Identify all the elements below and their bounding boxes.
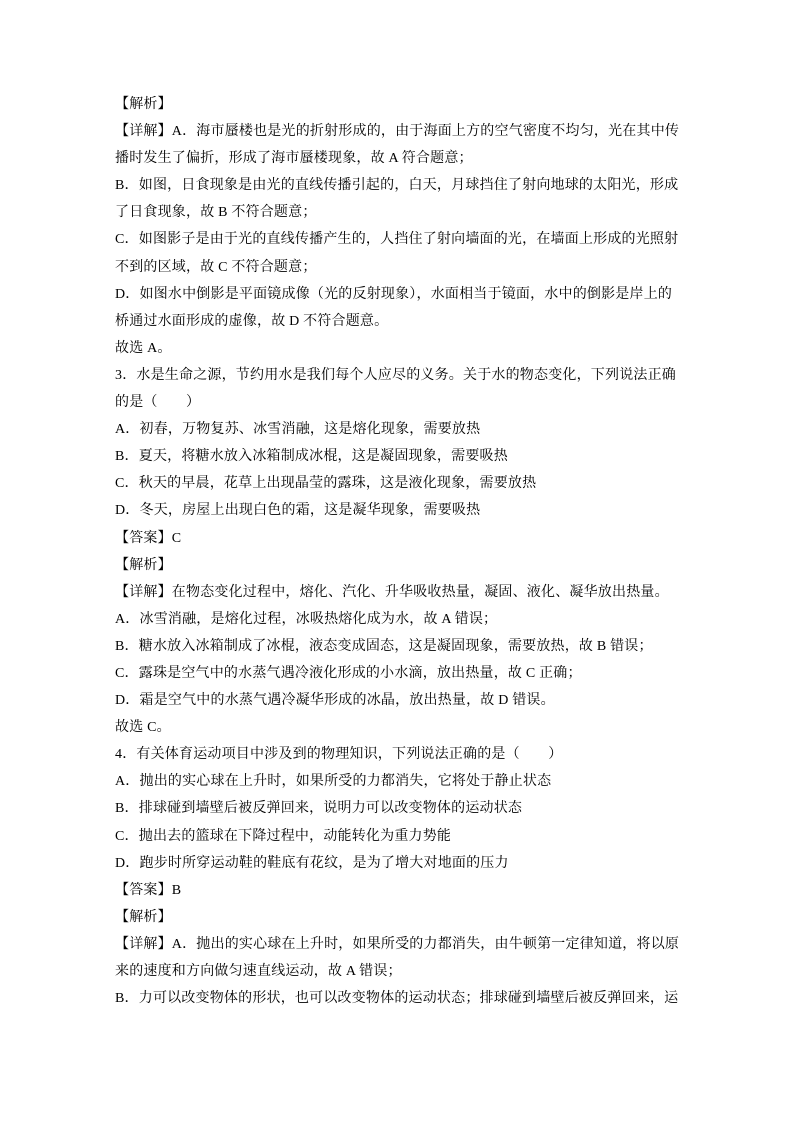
q3-option-d: D．冬天，房屋上出现白色的霜，这是凝华现象，需要吸热: [115, 503, 481, 519]
q3-option-a: A．初春，万物复苏、冰雪消融，这是熔化现象，需要放热: [115, 422, 481, 438]
q4-detail-option-a: 【详解】A．抛出的实心球在上升时，如果所受的力都消失，由牛顿第一定律知道，将以原来的速度和方向做匀速直线运动，故 A 错误；: [115, 936, 680, 979]
q4-detail-option-b-partial: B．力可以改变物体的形状，也可以改变物体的运动状态；排球碰到墙壁后被反弹回来，运: [115, 991, 679, 1007]
q3-detail-option-b: B．糖水放入冰箱制成了冰棍，液态变成固态，这是凝固现象，需要放热，故 B 错误；: [115, 638, 653, 654]
q3-detail-intro: 【详解】在物态变化过程中，熔化、汽化、升华吸收热量，凝固、液化、凝华放出热量。: [115, 584, 669, 600]
q4-option-a: A．抛出的实心球在上升时，如果所受的力都消失，它将处于静止状态: [115, 774, 552, 790]
q2-detail-option-c: C．如图影子是由于光的直线传播产生的，人挡住了射向墙面的光，在墙面上形成的光照射不到的区域，故 C 不符合题意；: [115, 232, 679, 275]
q3-detail-option-a: A．冰雪消融，是熔化过程，冰吸热熔化成为水，故 A 错误；: [115, 611, 498, 627]
q3-detail-option-c: C．露珠是空气中的水蒸气遇冷液化形成的小水滴，放出热量，故 C 正确；: [115, 665, 582, 681]
q3-answer: 【答案】C: [115, 530, 182, 546]
q2-detail-option-a: 【详解】A．海市蜃楼也是光的折射形成的，由于海面上方的空气密度不均匀，光在其中传播时发生了偏折，形成了海市蜃楼现象，故 A 符合题意；: [115, 124, 680, 167]
q3-conclusion: 故选 C。: [115, 720, 171, 736]
q4-option-b: B．排球碰到墙壁后被反弹回来，说明力可以改变物体的运动状态: [115, 801, 523, 817]
q4-analysis-label: 【解析】: [115, 909, 172, 925]
q3-option-c: C．秋天的早晨，花草上出现晶莹的露珠，这是液化现象，需要放热: [115, 476, 537, 492]
document-content: [115, 91, 680, 1012]
q2-detail-option-b: B．如图，日食现象是由光的直线传播引起的，白天，月球挡住了射向地球的太阳光，形成了日食现象，故 B 不符合题意；: [115, 178, 679, 221]
q2-conclusion: 故选 A。: [115, 340, 172, 356]
q3-stem: 3．水是生命之源，节约用水是我们每个人应尽的义务。关于水的物态变化，下列说法正确的是（ ）: [115, 367, 676, 411]
q4-stem: 4．有关体育运动项目中涉及到的物理知识，下列说法正确的是（ ）: [115, 747, 563, 763]
q3-option-b: B．夏天，将糖水放入冰箱制成冰棍，这是凝固现象，需要吸热: [115, 449, 508, 465]
q4-option-c: C．抛出去的篮球在下降过程中，动能转化为重力势能: [115, 828, 452, 844]
q4-answer: 【答案】B: [115, 882, 182, 898]
q2-detail-option-d: D．如图水中倒影是平面镜成像（光的反射现象），水面相当于镜面，水中的倒影是岸上的桥通过水面形成的虚像，故 D 不符合题意。: [115, 286, 673, 329]
q3-detail-option-d: D．霜是空气中的水蒸气遇冷凝华形成的冰晶，放出热量，故 D 错误。: [115, 693, 555, 709]
q3-analysis-label: 【解析】: [115, 557, 172, 573]
q2-analysis-label: 【解析】: [115, 97, 172, 112]
q4-option-d: D．跑步时所穿运动鞋的鞋底有花纹，是为了增大对地面的压力: [115, 855, 509, 871]
